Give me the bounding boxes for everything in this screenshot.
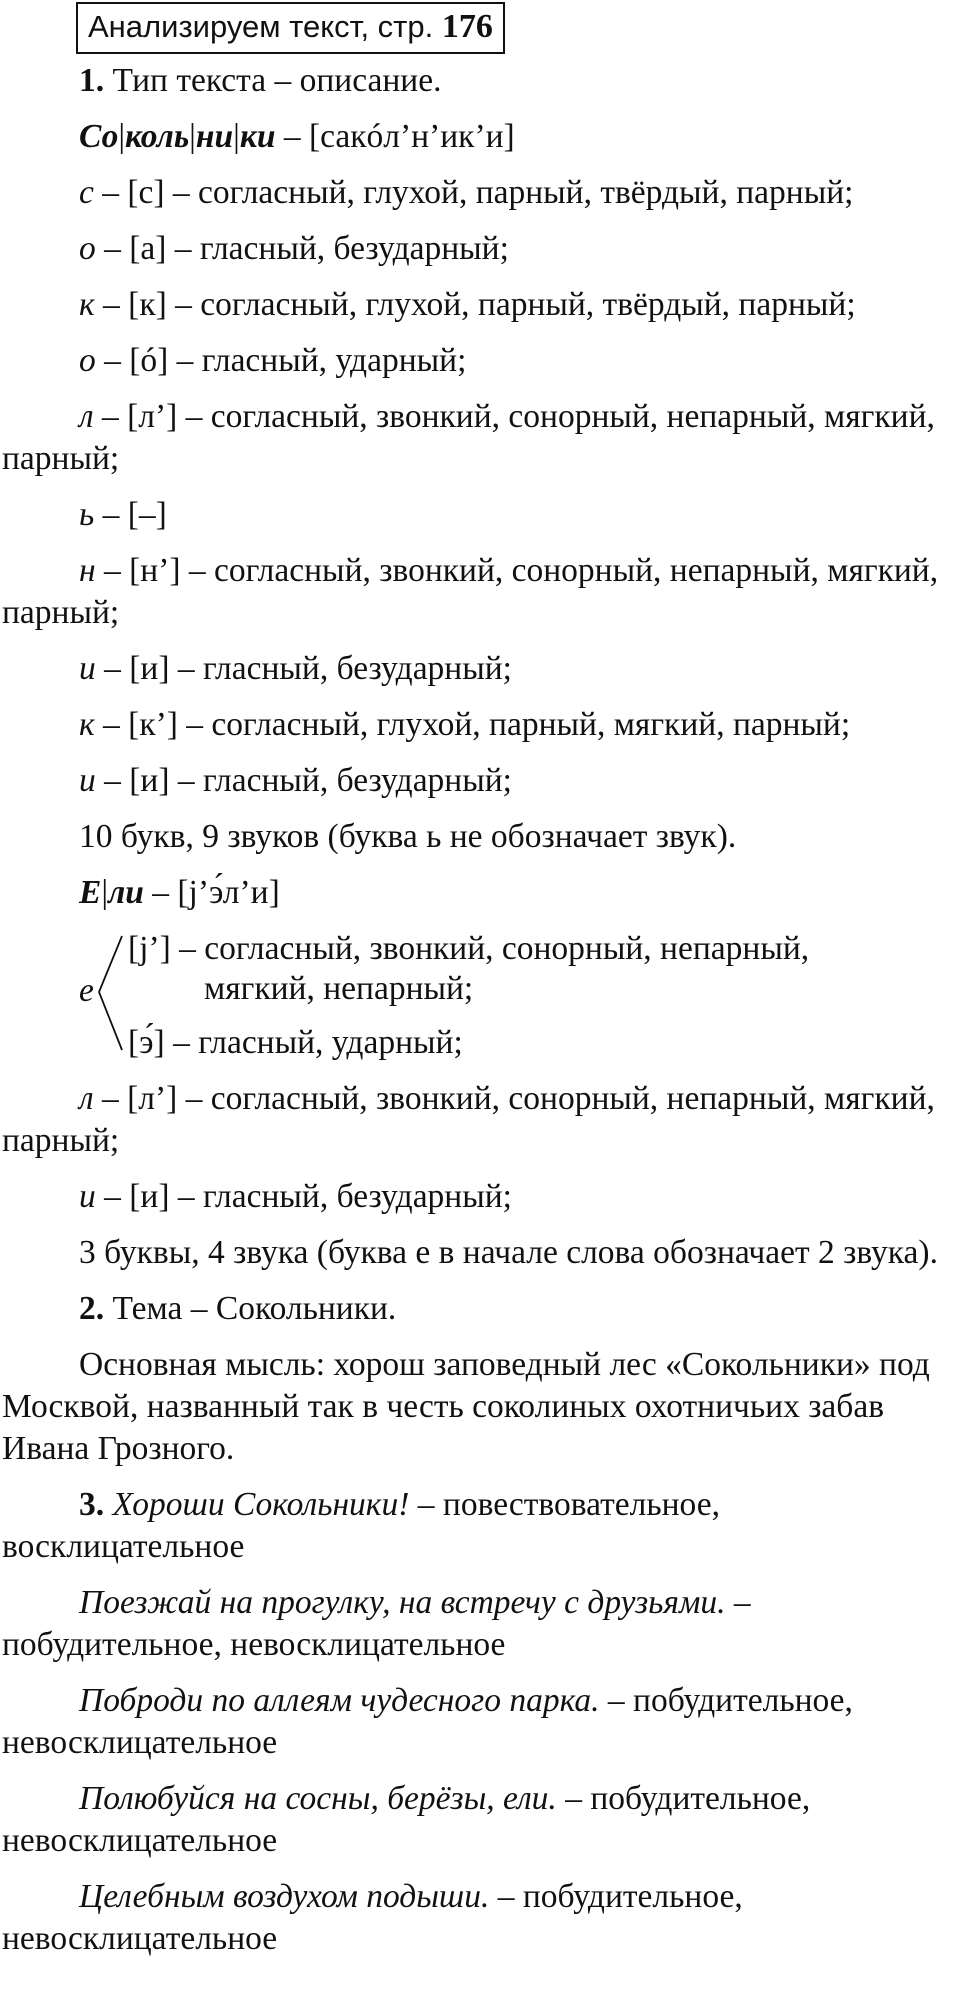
letter-desc: – [н’] – согласный, звонкий, сонорный, непарный, мягкий, парный; xyxy=(2,552,939,631)
word1-transcription: – [сакóл’н’ик’и] xyxy=(275,118,515,155)
sentence-analysis xyxy=(2,1484,952,1568)
letter: л xyxy=(79,1080,94,1117)
sentence-text: Поброди по аллеям чудесного парка. xyxy=(79,1682,600,1719)
sentence-desc: – побудительное, невосклицательное xyxy=(2,1682,853,1761)
letter-analysis xyxy=(2,1078,952,1162)
ye-letter: е xyxy=(79,972,94,1009)
letter-analysis xyxy=(2,1176,952,1218)
letter: с xyxy=(79,174,94,211)
sentence-text: Целебным воздухом подыши. xyxy=(79,1878,490,1915)
letter: к xyxy=(79,286,95,323)
sentence-text: Полюбуйся на сосны, берёзы, ели. xyxy=(79,1780,557,1817)
sentence-text: Поезжай на прогулку, на встречу с друзьями. xyxy=(79,1584,726,1621)
letter: к xyxy=(79,706,95,743)
letter: и xyxy=(79,650,96,687)
word1-heading: Со|коль|ни|ки – [сакóл’н’ик’и] xyxy=(79,118,515,155)
letter: ь xyxy=(79,496,95,533)
letter-analysis xyxy=(2,494,952,536)
word1-part: коль xyxy=(125,118,190,155)
letter-desc: – [и] – гласный, безударный; xyxy=(95,762,512,799)
letter: о xyxy=(79,342,96,379)
header-prefix: Анализируем текст, стр. xyxy=(88,9,442,44)
task3-number: 3. xyxy=(79,1486,105,1523)
word2-summary: 3 буквы, 4 звука (буква е в начале слова обозначает 2 звука). xyxy=(79,1234,938,1271)
letter: л xyxy=(79,398,94,435)
ye-sound-j-cont: мягкий, непарный; xyxy=(204,970,474,1007)
word2-part: ли xyxy=(108,874,144,911)
letter-desc: – [–] xyxy=(94,496,167,533)
task1-intro xyxy=(2,60,952,102)
task2-number: 2. xyxy=(79,1290,105,1327)
letter-desc: – [к] – согласный, глухой, парный, твёрдый, парный; xyxy=(94,286,856,323)
letter: и xyxy=(79,762,96,799)
letter-desc: – [к’] – согласный, глухой, парный, мягкий, парный; xyxy=(94,706,851,743)
sentence-analysis xyxy=(2,1778,952,1862)
letter-desc: – [и] – гласный, безударный; xyxy=(95,1178,512,1215)
task1-number: 1. xyxy=(79,62,105,99)
letter-analysis xyxy=(2,284,952,326)
sentence-analysis xyxy=(2,1582,952,1666)
letter-desc: – [л’] – согласный, звонкий, сонорный, непарный, мягкий, парный; xyxy=(2,1080,935,1159)
letter-analysis xyxy=(2,648,952,690)
letter-analysis xyxy=(2,172,952,214)
sentence-analysis xyxy=(2,1680,952,1764)
task1-type: Тип текста – описание. xyxy=(104,62,442,99)
sentence-desc: – побудительное, невосклицательное xyxy=(2,1878,743,1957)
sentence-desc: – побудительное, невосклицательное xyxy=(2,1584,751,1663)
letter-analysis xyxy=(2,396,952,480)
word1-part: Со xyxy=(79,118,119,155)
word1-part: ни xyxy=(195,118,234,155)
letter-analysis xyxy=(2,704,952,746)
letter-desc: – [ó] – гласный, ударный; xyxy=(95,342,467,379)
letter-analysis xyxy=(2,340,952,382)
sentence-analysis xyxy=(2,1876,952,1960)
letter-desc: – [и] – гласный, безударный; xyxy=(95,650,512,687)
letter-analysis xyxy=(2,760,952,802)
letter: и xyxy=(79,1178,96,1215)
ye-split-analysis xyxy=(2,928,952,1064)
word2-heading: Е|ли – [j’э́л’и] xyxy=(79,874,280,911)
word1-summary: 10 букв, 9 звуков (буква ь не обозначает звук). xyxy=(79,818,737,855)
word1-part: ки xyxy=(239,118,276,155)
letter-desc: – [с] – согласный, глухой, парный, твёрдый, парный; xyxy=(93,174,854,211)
page-header xyxy=(76,2,505,54)
letter-analysis xyxy=(2,228,952,270)
word2-transcription: – [j’э́л’и] xyxy=(143,874,280,911)
header-page-number: 176 xyxy=(441,8,493,45)
ye-sound-e: [э́] – гласный, ударный; xyxy=(128,1024,463,1061)
task2-main-idea: Основная мысль: хорош заповедный лес «Сокольники» под Москвой, названный так в честь соколиных охотничьих забав Ивана Грозного. xyxy=(2,1346,930,1467)
sentence-text: Хороши Сокольники! xyxy=(112,1486,410,1523)
ye-sound-j: [j’] – согласный, звонкий, сонорный, непарный, xyxy=(128,930,810,967)
letter: н xyxy=(79,552,96,589)
sentence-desc: – повествовательное, восклицательное xyxy=(2,1486,720,1565)
split-bracket-icon xyxy=(96,932,126,1062)
task2-theme-text: Тема – Сокольники. xyxy=(104,1290,397,1327)
word2-part: Е xyxy=(79,874,102,911)
sentence-desc: – побудительное, невосклицательное xyxy=(2,1780,811,1859)
letter: о xyxy=(79,230,96,267)
letter-desc: – [л’] – согласный, звонкий, сонорный, непарный, мягкий, парный; xyxy=(2,398,935,477)
letter-analysis xyxy=(2,550,952,634)
letter-desc: – [а] – гласный, безударный; xyxy=(95,230,509,267)
task2-theme xyxy=(2,1288,952,1330)
